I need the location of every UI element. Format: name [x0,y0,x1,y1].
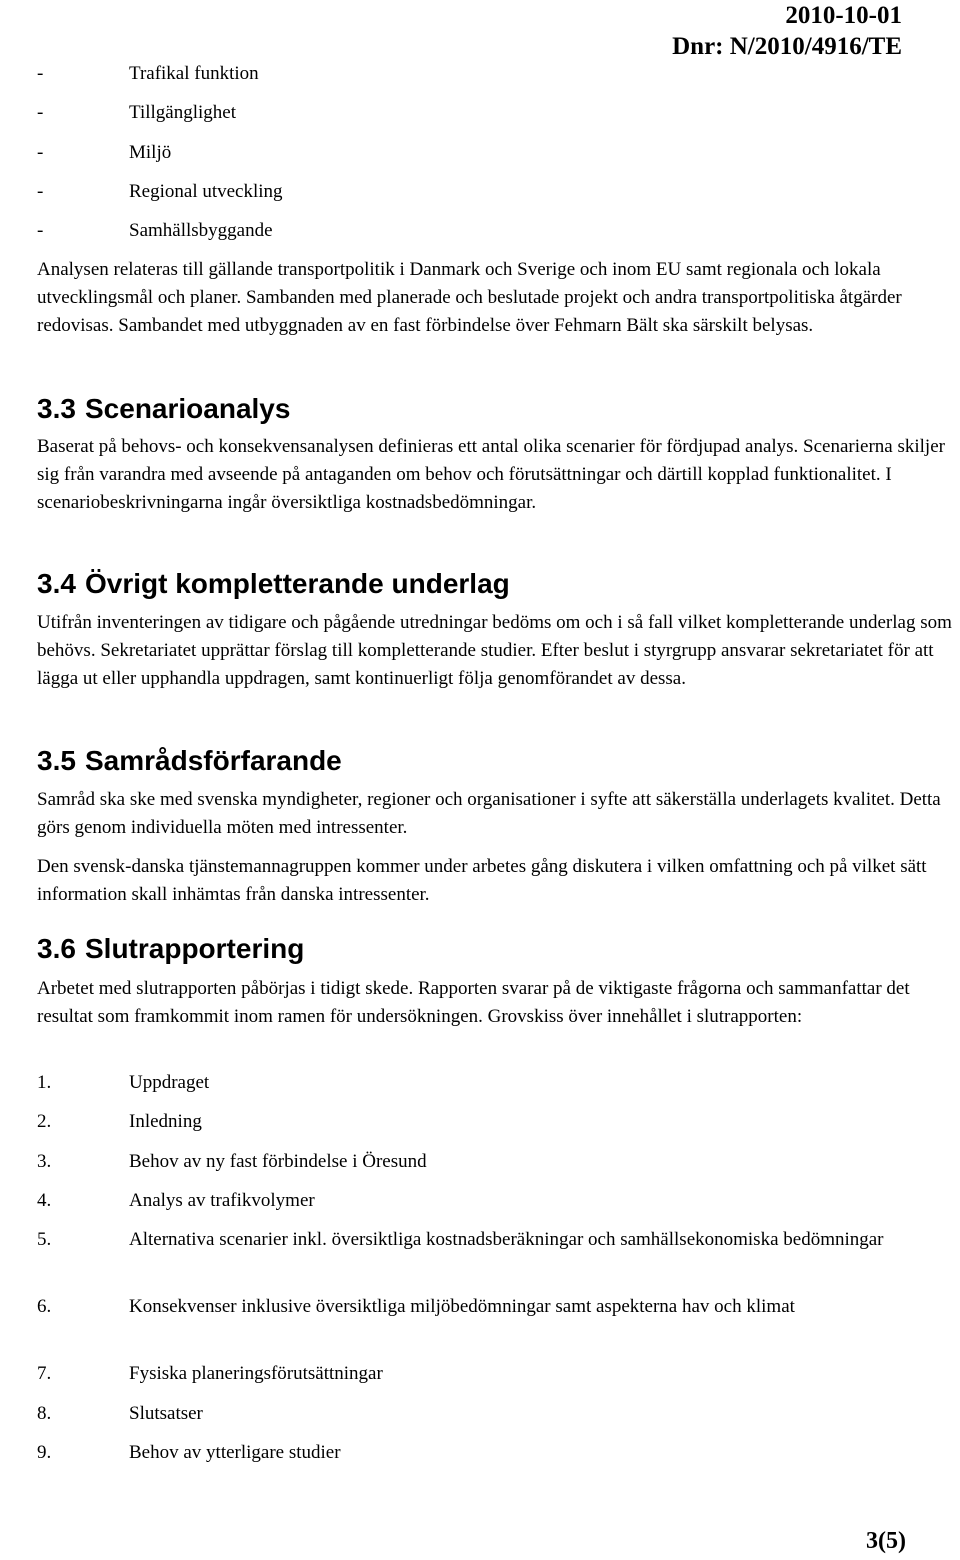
section-number: 3.4 [37,568,76,599]
list-item-text: Regional utveckling [129,181,283,202]
section-title: Övrigt kompletterande underlag [85,568,510,599]
list-marker: 1. [37,1072,52,1093]
list-marker: - [37,63,44,84]
list-item-text: Samhällsbyggande [129,220,273,241]
list-marker: 7. [37,1363,52,1384]
intro-paragraph: Analysen relateras till gällande transportpolitik i Danmark och Sverige och inom EU samt regionala och lokala utvecklingsmål och planer. Sambanden med planerade och beslutade projekt och andra transportpolitiska åtgärder redovisas. Sambandet med utbyggnaden av en fast förbindelse över Fehmarn Bält ska särskilt belysas. [37,259,902,336]
document-date: 2010-10-01 [785,2,902,29]
section-heading [37,567,510,601]
list-item-text: Alternativa scenarier inkl. översiktliga kostnadsberäkningar och samhällsekonomiska bedömningar [129,1229,884,1250]
section-paragraph: Baserat på behovs- och konsekvensanalysen definieras ett antal olika scenarier för fördjupad analys. Scenarierna skiljer sig från varandra med avseende på antaganden om behov och förutsättningar och därtill kopplad funktionalitet. I scenariobeskrivningarna ingår översiktliga kostnadsbedömningar. [37,436,945,513]
list-marker: 8. [37,1403,52,1424]
section-title: Scenarioanalys [85,393,291,424]
section-heading [37,932,304,966]
list-item-text: Miljö [129,142,172,163]
list-marker: 5. [37,1229,52,1250]
list-item-text: Konsekvenser inklusive översiktliga miljöbedömningar samt aspekterna hav och klimat [129,1296,795,1317]
list-marker: - [37,142,44,163]
list-marker: - [37,181,44,202]
document-header [672,0,902,62]
list-item-text: Tillgänglighet [129,102,236,123]
list-item-text: Behov av ny fast förbindelse i Öresund [129,1151,427,1172]
list-marker: 6. [37,1296,52,1317]
list-item-text: Slutsatser [129,1403,203,1424]
section-paragraph: Utifrån inventeringen av tidigare och pågående utredningar bedöms om och i så fall vilket kompletterande underlag som behövs. Sekretariatet upprättar förslag till kompletterande studier. Efter beslut i styrgrupp ansvarar sekretariatet för att lägga ut eller upphandla uppdragen, samt kontinuerligt följa genomförandet av dessa. [37,612,952,689]
list-marker: 3. [37,1151,52,1172]
section-number: 3.3 [37,393,76,424]
page-number: 3(5) [866,1528,906,1554]
list-item-text: Inledning [129,1111,202,1132]
section-heading [37,392,290,426]
section-number: 3.6 [37,933,76,964]
list-item-text: Uppdraget [129,1072,210,1093]
section-paragraph: Arbetet med slutrapporten påbörjas i tidigt skede. Rapporten svarar på de viktigaste frågorna och sammanfattar det resultat som framkommit inom ramen för undersökningen. Grovskiss över innehållet i slutrapporten: [37,978,910,1027]
list-marker: 9. [37,1442,52,1463]
list-item-text: Analys av trafikvolymer [129,1190,315,1211]
list-item-text: Fysiska planeringsförutsättningar [129,1363,383,1384]
list-item-text: Trafikal funktion [129,63,259,84]
list-marker: - [37,102,44,123]
section-paragraph: Samråd ska ske med svenska myndigheter, regioner och organisationer i syfte att säkerställa underlagets kvalitet. Detta görs genom individuella möten med intressenter. [37,789,941,838]
section-title: Slutrapportering [85,933,305,964]
list-item-text: Behov av ytterligare studier [129,1442,341,1463]
list-marker: 2. [37,1111,52,1132]
section-title: Samrådsförfarande [85,745,342,776]
document-reference-number: Dnr: N/2010/4916/TE [672,33,902,60]
section-paragraph: Den svensk-danska tjänstemannagruppen kommer under arbetes gång diskutera i vilken omfattning och på vilket sätt information skall inhämtas från danska intressenter. [37,856,927,905]
list-marker: - [37,220,44,241]
section-number: 3.5 [37,745,76,776]
section-heading [37,744,342,778]
list-marker: 4. [37,1190,52,1211]
